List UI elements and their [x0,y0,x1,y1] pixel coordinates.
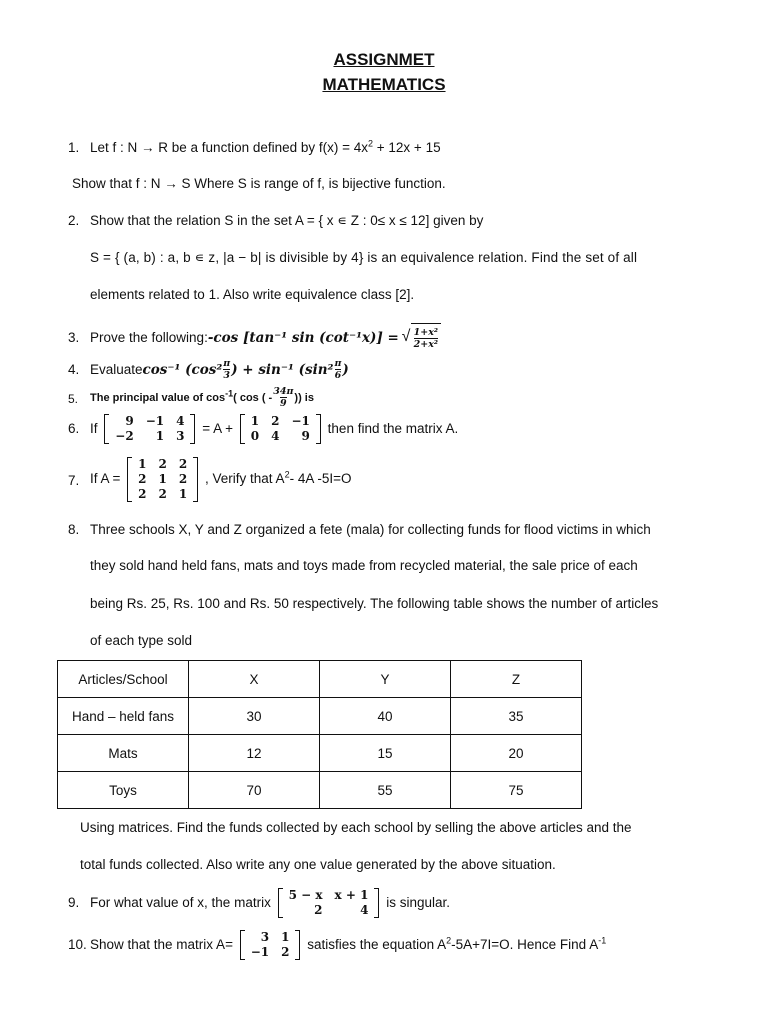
q3-text: Prove the following:-cos [tan⁻¹ sin (cot⁻¹x)] = √ $\frac{\text{1+x²}}{\text{2+x²}}$ [90,323,441,354]
q7-matrix-cell: 1 [178,486,188,501]
q7-matrix-cell: 2 [138,486,147,501]
q2-line3: elements related to 1. Also write equivalence class [2]. [90,287,415,302]
table-cell: 40 [320,698,451,735]
table-cell: 35 [451,698,582,735]
articles-table [57,660,582,809]
q2-line2: S = { (a, b) : a, b ∊ z, |a − b| is divisible by 4} is an equivalence relation. Find the set of all [90,250,638,265]
q7-matrix-cell: 2 [158,456,167,471]
q6-matrix-2-cell: 4 [271,429,280,444]
q10-matrix [240,930,301,960]
q10-text: Show that the matrix A= 3 1 −1 2 satisfies the equation $A^2-5A+7I=O$. Hence Find $A^{-1}$ [90,930,607,960]
q9-matrix-cell: 2 [314,903,323,918]
q6-number: 6. [68,421,80,436]
table-header-row [58,661,582,698]
table-cell: Toys [58,772,189,809]
q7-matrix-cell: 2 [158,486,167,501]
q8-after2: total funds collected. Also write any one value generated by the above situation. [80,857,556,872]
table-cell: 30 [189,698,320,735]
table-header-cell: X [189,661,320,698]
q1-line2: Show that f : N → S Where S is range of f, is bijective function. [72,176,446,191]
q7-matrix [127,457,198,502]
q4-number: 4. [68,362,80,377]
table-header-cell: Y [320,661,451,698]
q6-matrix-2-cell: 2 [271,414,280,429]
q7-text: If A = 1 2 2 2 1 2 2 2 1 , Verify that $A^2-$ 4A -5I=O [90,456,352,501]
table-cell: 12 [189,735,320,772]
table-cell: 75 [451,772,582,809]
q5-text: The principal value of $\cos^{-1}$( cos ( - $\frac{34\pi}{9}$ )) is [90,386,314,410]
q8-after1: Using matrices. Find the funds collected by each school by selling the above articles and the [80,820,632,835]
q6-matrix-1-cell: 4 [176,414,185,429]
q6-text: If 9 −1 4 −2 1 3 = A + 1 2 −1 0 4 9 then find the matrix A. [90,414,459,444]
table-cell: 70 [189,772,320,809]
q1-text: Let f : N → R be a function defined by $f(x) = 4x^2 + 12x + 15$ [90,138,441,155]
q6-matrix-1 [104,414,195,444]
q1-number: 1. [68,140,80,155]
table-row [58,698,582,735]
table-header-cell: Z [451,661,582,698]
table-cell: 20 [451,735,582,772]
doc-subtitle: MATHEMATICS [322,75,446,94]
q9-matrix [278,888,380,918]
q8-line1: Three schools X, Y and Z organized a fete (mala) for collecting funds for flood victims in which [90,522,651,537]
table-row [58,735,582,772]
q10-number: 10. [68,937,87,952]
q7-matrix-cell: 1 [158,471,167,486]
table-cell: Hand – held fans [58,698,189,735]
q5-number: 5. [68,392,79,406]
q8-line2: they sold hand held fans, mats and toys made from recycled material, the sale price of each [90,558,638,573]
q9-number: 9. [68,895,80,910]
q10-matrix-cell: 3 [260,930,270,945]
q6-matrix-2-cell: −1 [291,414,310,429]
q6-matrix-1-cell: −2 [115,429,134,444]
q6-matrix-2-cell: 9 [301,429,310,444]
q6-matrix-2-cell: 0 [250,429,260,444]
q8-line3: being Rs. 25, Rs. 100 and Rs. 50 respectively. The following table shows the number of articles [90,596,659,611]
q10-matrix-cell: 2 [281,945,290,960]
table-cell: Mats [58,735,189,772]
q2-number: 2. [68,213,80,228]
table-cell: 55 [320,772,451,809]
q7-number: 7. [68,473,80,488]
q4-text: Evaluatecos⁻¹ (cos² $\frac{\pi}{3}$ ) + sin⁻¹ (sin² $\frac{\pi}{6}$ ) [90,358,349,382]
q6-matrix-1-cell: 9 [125,414,134,429]
q3-number: 3. [68,330,80,345]
q7-matrix-cell: 2 [178,456,188,471]
q6-matrix-1-cell: 3 [176,429,185,444]
q9-matrix-cell: x + 1 [334,888,369,903]
q6-matrix-1-cell: −1 [145,414,165,429]
q8-line4: of each type sold [90,633,193,648]
q7-matrix-cell: 1 [138,456,147,471]
q8-number: 8. [68,522,80,537]
q7-matrix-cell: 2 [138,471,147,486]
table-cell: 15 [320,735,451,772]
q7-matrix-cell: 2 [178,471,188,486]
q2-line1: Show that the relation S in the set A = { x ∊ Z : 0≤ x ≤ 12] given by [90,213,484,228]
q9-matrix-cell: 5 − x [288,888,323,903]
table-row [58,772,582,809]
q6-matrix-2-cell: 1 [250,414,260,429]
q10-matrix-cell: 1 [281,930,290,945]
q6-matrix-1-cell: 1 [155,429,165,444]
doc-title: ASSIGNMET [333,50,435,69]
q6-matrix-2 [240,414,321,444]
table-header-cell: Articles/School [58,661,189,698]
q10-matrix-cell: −1 [250,945,270,960]
q9-matrix-cell: 4 [360,903,369,918]
q9-text: For what value of x, the matrix 5 − x x + 1 2 4 is singular. [90,888,450,918]
